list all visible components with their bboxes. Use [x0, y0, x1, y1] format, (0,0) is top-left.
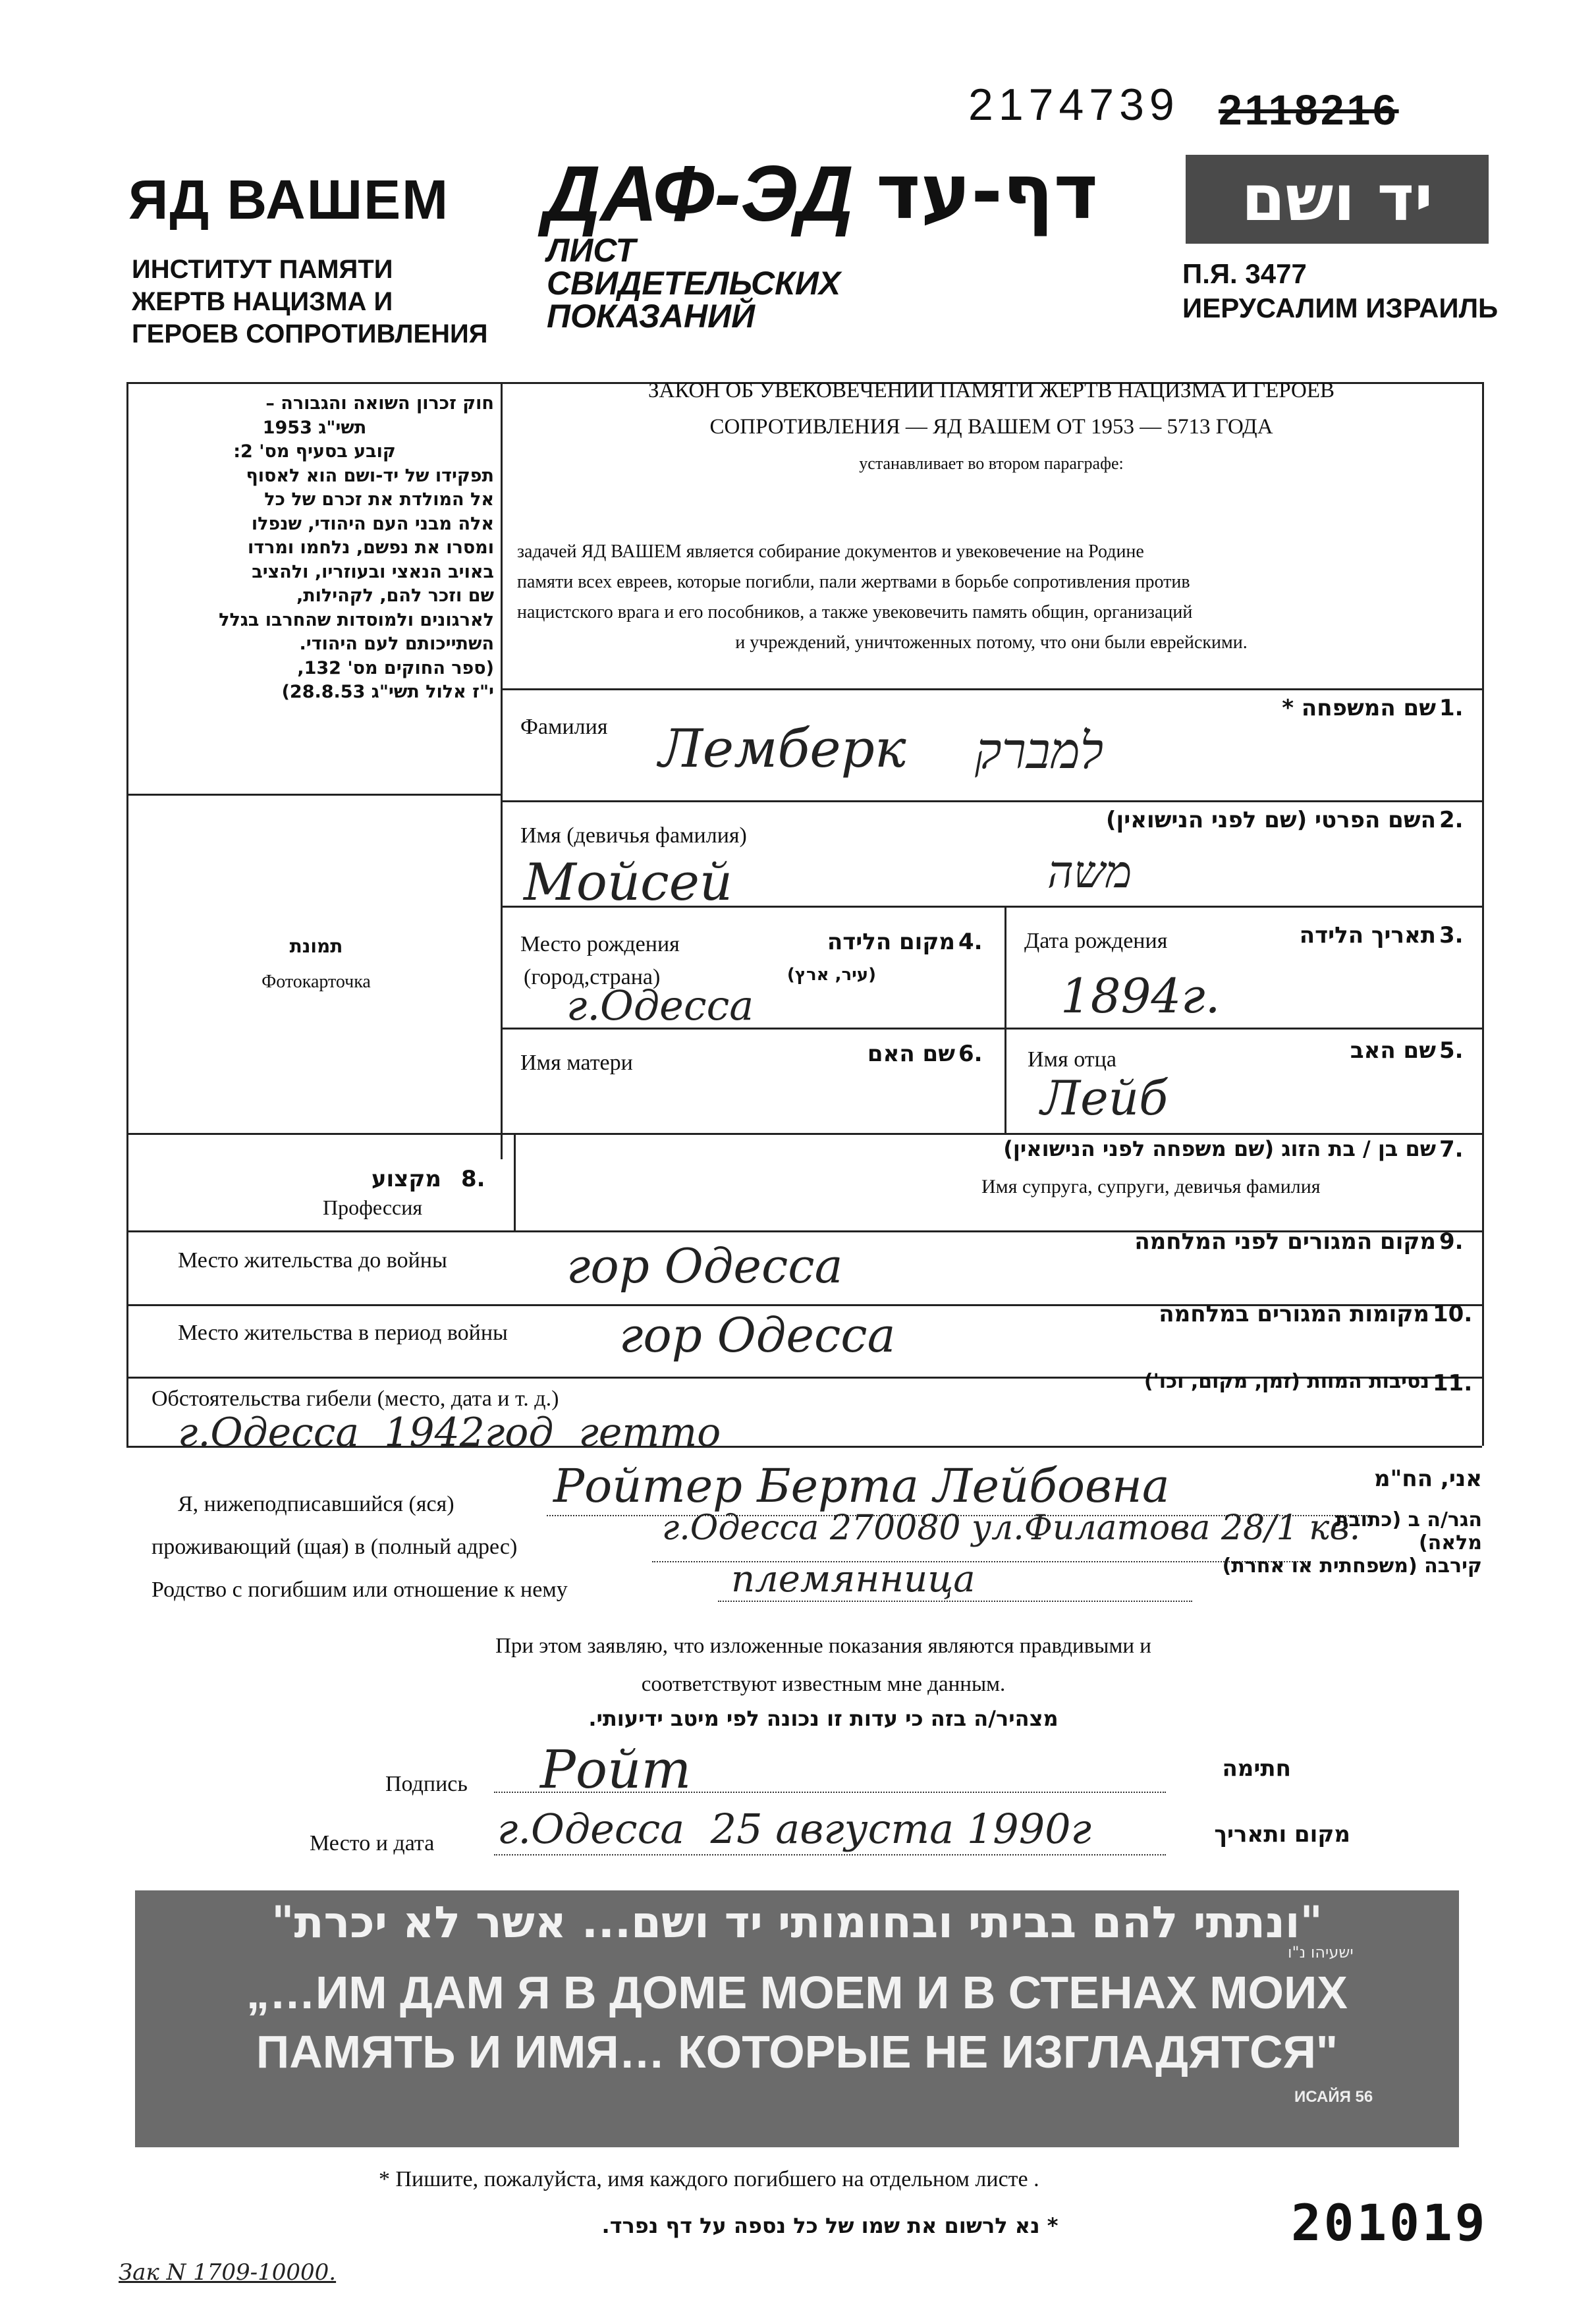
banner-quote-he: "ונתתי להם בביתי ובחומותי יד ושם... אשר לא יכרת": [271, 1897, 1323, 1948]
banner-source-ru: ИСАЙЯ 56: [1294, 2088, 1373, 2106]
witness-address-label-he: הגר/ה ב (כתובת מלאה): [1335, 1508, 1482, 1554]
residence-before-label-he: מקום המגורים לפני המלחמה: [1134, 1228, 1436, 1255]
photo-label-he: תמונת: [289, 935, 343, 957]
form-divider: [126, 1133, 1482, 1135]
mailing-address: [1182, 257, 1498, 325]
archive-number: 2174739: [968, 80, 1180, 130]
institute-name: [132, 254, 488, 350]
law-he-line: לארגונים ולמוסדות שהחרבו בגלל: [219, 609, 494, 630]
form-border: [126, 382, 128, 1423]
place-date-value[interactable]: г.Одесса 25 августа 1990г: [497, 1805, 1091, 1853]
city-country: ИЕРУСАЛИМ ИЗРАИЛЬ: [1182, 292, 1499, 323]
law-body-line: нацистского врага и его пособников, а также увековечить память общин, организаций: [517, 602, 1193, 622]
form-divider: [501, 382, 503, 1159]
law-he-line: אל המולדת את זכרם של כל: [264, 489, 494, 510]
birth-place-label-ru-2: (город,страна): [524, 965, 661, 989]
law-body-line: и учреждений, уничтоженных потому, что они были еврейскими.: [735, 632, 1248, 653]
form-divider: [514, 1133, 516, 1232]
photo-label-ru: Фотокарточка: [261, 972, 371, 992]
residence-before-label-ru: Место жительства до войны: [178, 1248, 447, 1273]
law-body-ru: [517, 537, 1466, 658]
law-he-line: חוק זכרון השואה והגבורה –: [265, 393, 494, 414]
place-date-label-he: מקום ותאריך: [1214, 1821, 1350, 1848]
first-name-label-he: השם הפרטי (שם לפני הנישואין): [1105, 807, 1436, 833]
first-name-num: 2.: [1439, 807, 1464, 833]
residence-during-label-ru: Место жительства в период войны: [178, 1321, 508, 1345]
witness-name-label-ru: Я, нижеподписавшийся (яся): [178, 1492, 454, 1516]
birth-place-label-he: מקום הלידה: [827, 929, 955, 955]
birth-date-label-he: תאריך הלידה: [1299, 922, 1436, 948]
institute-line: ИНСТИТУТ ПАМЯТИ: [132, 255, 393, 284]
declaration-ru: [310, 1627, 1337, 1703]
po-box: П.Я. 3477: [1182, 258, 1307, 289]
struck-archive-number: 2118216: [1219, 86, 1399, 134]
witness-address-label-ru: проживающий (щая) в (полный адрес): [151, 1535, 518, 1559]
relation-label-ru: Родство с погибшим или отношение к нему: [151, 1578, 568, 1602]
law-he-line: השתייכותם לעם היהודי.: [299, 634, 494, 654]
father-label-ru: Имя отца: [1028, 1047, 1116, 1072]
form-title-he: דף-עד: [876, 148, 1099, 236]
residence-before-num: 9.: [1439, 1228, 1464, 1255]
law-body-line: памяти всех евреев, которые погибли, пали жертвами в борьбе сопротивления против: [517, 572, 1190, 592]
form-border: [1482, 1377, 1484, 1446]
place-date-label-ru: Место и дата: [310, 1831, 435, 1855]
law-title-line: ЗАКОН ОБ УВЕКОВЕЧЕНИИ ПАМЯТИ ЖЕРТВ НАЦИЗМА И ГЕРОЕВ: [647, 379, 1335, 402]
relation-line: [718, 1601, 1192, 1602]
residence-during-label-he: מקומות המגורים במלחמה: [1159, 1301, 1429, 1327]
banner-source-he: ישעיהו נ"ו: [1288, 1943, 1354, 1962]
surname-label-he: שם המשפחה *: [1282, 695, 1436, 721]
signature-label-ru: Подпись: [385, 1772, 468, 1796]
form-border: [126, 1377, 128, 1446]
profession-label-he: מקצוע: [371, 1166, 441, 1192]
birth-place-num: 4.: [958, 929, 983, 955]
profession-label-ru: Профессия: [323, 1195, 423, 1219]
institute-line: ГЕРОЕВ СОПРОТИВЛЕНИЯ: [132, 319, 488, 348]
spouse-label-he: שם בן / בת הזוג (שם משפחה לפני הנישואין): [1003, 1136, 1436, 1161]
mother-num: 6.: [958, 1041, 983, 1067]
law-he-line: אלה מבני העם היהודי, שנפלו: [251, 513, 494, 534]
footer-note-ru: * Пишите, пожалуйста, имя каждого погибшего на отдельном листе .: [379, 2167, 1039, 2191]
surname-num: 1.: [1439, 695, 1464, 721]
sheet-title-line: ПОКАЗАНИЙ: [547, 298, 756, 335]
surname-value-ru[interactable]: Лемберк: [659, 718, 906, 779]
print-order: Зак N 1709-10000.: [119, 2259, 337, 2286]
form-divider: [501, 688, 1482, 690]
law-title-line: СОПРОТИВЛЕНИЯ — ЯД ВАШЕМ ОТ 1953 — 5713 ГОДА: [709, 415, 1273, 439]
sheet-title-line: СВИДЕТЕЛЬСКИХ: [547, 265, 841, 302]
father-num: 5.: [1439, 1037, 1464, 1064]
death-label-he: נסיבות המוות (זמן, מקום, וכו'): [1143, 1370, 1429, 1393]
form-border: [1482, 382, 1484, 1423]
law-he-line: תפקידו של יד-ושם הוא לאסוף: [246, 465, 494, 486]
death-num: 11.: [1433, 1370, 1473, 1396]
witness-name-value[interactable]: Ройтер Берта Лейбовна: [553, 1459, 1170, 1513]
residence-during-value[interactable]: гор Одесса: [619, 1307, 896, 1363]
mother-label-he: שם האם: [867, 1041, 955, 1067]
surname-value-he[interactable]: למברק: [975, 721, 1104, 780]
law-he-line: תשי"ג 1953: [262, 417, 367, 438]
first-name-value-he[interactable]: משה: [1047, 846, 1132, 898]
birth-place-label-he-2: (עיר, ארץ): [786, 965, 876, 985]
death-value[interactable]: г.Одесса 1942год гетто: [178, 1410, 721, 1456]
first-name-label-ru: Имя (девичья фамилия): [520, 823, 747, 848]
mother-label-ru: Имя матери: [520, 1051, 633, 1075]
place-date-line: [494, 1854, 1166, 1855]
declaration-he: מצהיר/ה בזה כי עדות זו נכונה לפי מיטב ידיעותי.: [588, 1706, 1059, 1731]
law-he-line: ומסרו את נפשם, נלחמו ומרדו: [247, 537, 494, 558]
banner-quote-ru-2: ПАМЯТЬ И ИМЯ… КОТОРЫЕ НЕ ИЗГЛАДЯТСЯ": [256, 2026, 1338, 2077]
footer-note-he: * נא לרשום את שמו של כל נספה על דף נפרד.: [601, 2213, 1059, 2238]
form-title-ru: ДАФ-ЭД: [543, 150, 854, 238]
birth-date-label-ru: Дата рождения: [1024, 929, 1168, 953]
birth-date-value[interactable]: 1894г.: [1060, 968, 1221, 1024]
father-label-he: שם האב: [1350, 1037, 1436, 1064]
institute-line: ЖЕРТВ НАЦИЗМА И: [132, 287, 393, 316]
law-he-line: (ספר החוקים מס' 132,: [297, 657, 494, 678]
org-name-he-box: [1186, 155, 1489, 244]
signature-label-he: חתימה: [1222, 1755, 1291, 1782]
birth-date-num: 3.: [1439, 922, 1464, 948]
form-divider: [1004, 906, 1006, 1133]
banner-quote-ru-1: „…ИМ ДАМ Я В ДОМЕ МОЕМ И В СТЕНАХ МОИХ: [246, 1967, 1348, 2018]
law-he-line: באויב הנאצי ובעוזריו, ולהציב: [252, 561, 494, 582]
quote-banner: [135, 1890, 1459, 2147]
serial-number: 201019: [1291, 2193, 1488, 2252]
spouse-label-ru: Имя супруга, супруги, девичья фамилия: [981, 1176, 1321, 1197]
sheet-title-line: ЛИСТ: [547, 232, 636, 269]
profession-num: 8.: [461, 1166, 485, 1192]
declaration-line: соответствуют известным мне данным.: [641, 1672, 1006, 1696]
law-body-line: задачей ЯД ВАШЕМ является собирание документов и увековечение на Родине: [517, 541, 1144, 562]
law-he-line: שם וזכר להם, לקהילות,: [296, 586, 494, 606]
law-he-line: י"ז אלול תשי"ג 28.8.53): [281, 682, 494, 702]
death-label-ru: Обстоятельства гибели (место, дата и т. д.): [151, 1387, 559, 1411]
residence-during-num: 10.: [1433, 1301, 1473, 1327]
signature-value[interactable]: Ройт: [540, 1739, 692, 1800]
witness-name-label-he: אני, הח"מ: [1374, 1466, 1482, 1492]
birth-place-label-ru: Место рождения: [520, 932, 680, 956]
surname-label-ru: Фамилия: [520, 715, 608, 739]
relation-value[interactable]: племянница: [731, 1558, 976, 1601]
org-name-ru: ЯД ВАШЕМ: [128, 169, 450, 231]
sheet-title: [547, 234, 840, 333]
spouse-num: 7.: [1439, 1136, 1464, 1163]
form-divider: [501, 800, 1482, 802]
relation-label-he: קירבה (משפחתית או אחרת): [1222, 1554, 1482, 1578]
law-box-ru: [507, 379, 1475, 474]
law-box-he: [135, 392, 494, 705]
birth-place-value[interactable]: г.Одесса: [566, 981, 754, 1030]
law-intro: устанавливает во втором параграфе:: [859, 454, 1124, 473]
father-value[interactable]: Лейб: [1041, 1070, 1169, 1126]
law-he-line: קובע בסעיף מס' 2:: [233, 441, 396, 462]
residence-before-value[interactable]: гор Одесса: [566, 1238, 843, 1294]
form-divider: [126, 794, 501, 796]
witness-address-value[interactable]: г.Одесса 270080 ул.Филатова 28/1 кв.: [662, 1508, 1361, 1548]
org-name-he: יד ושם: [1241, 161, 1433, 235]
declaration-line: При этом заявляю, что изложенные показания являются правдивыми и: [495, 1634, 1151, 1658]
first-name-value-ru[interactable]: Мойсей: [524, 853, 733, 912]
